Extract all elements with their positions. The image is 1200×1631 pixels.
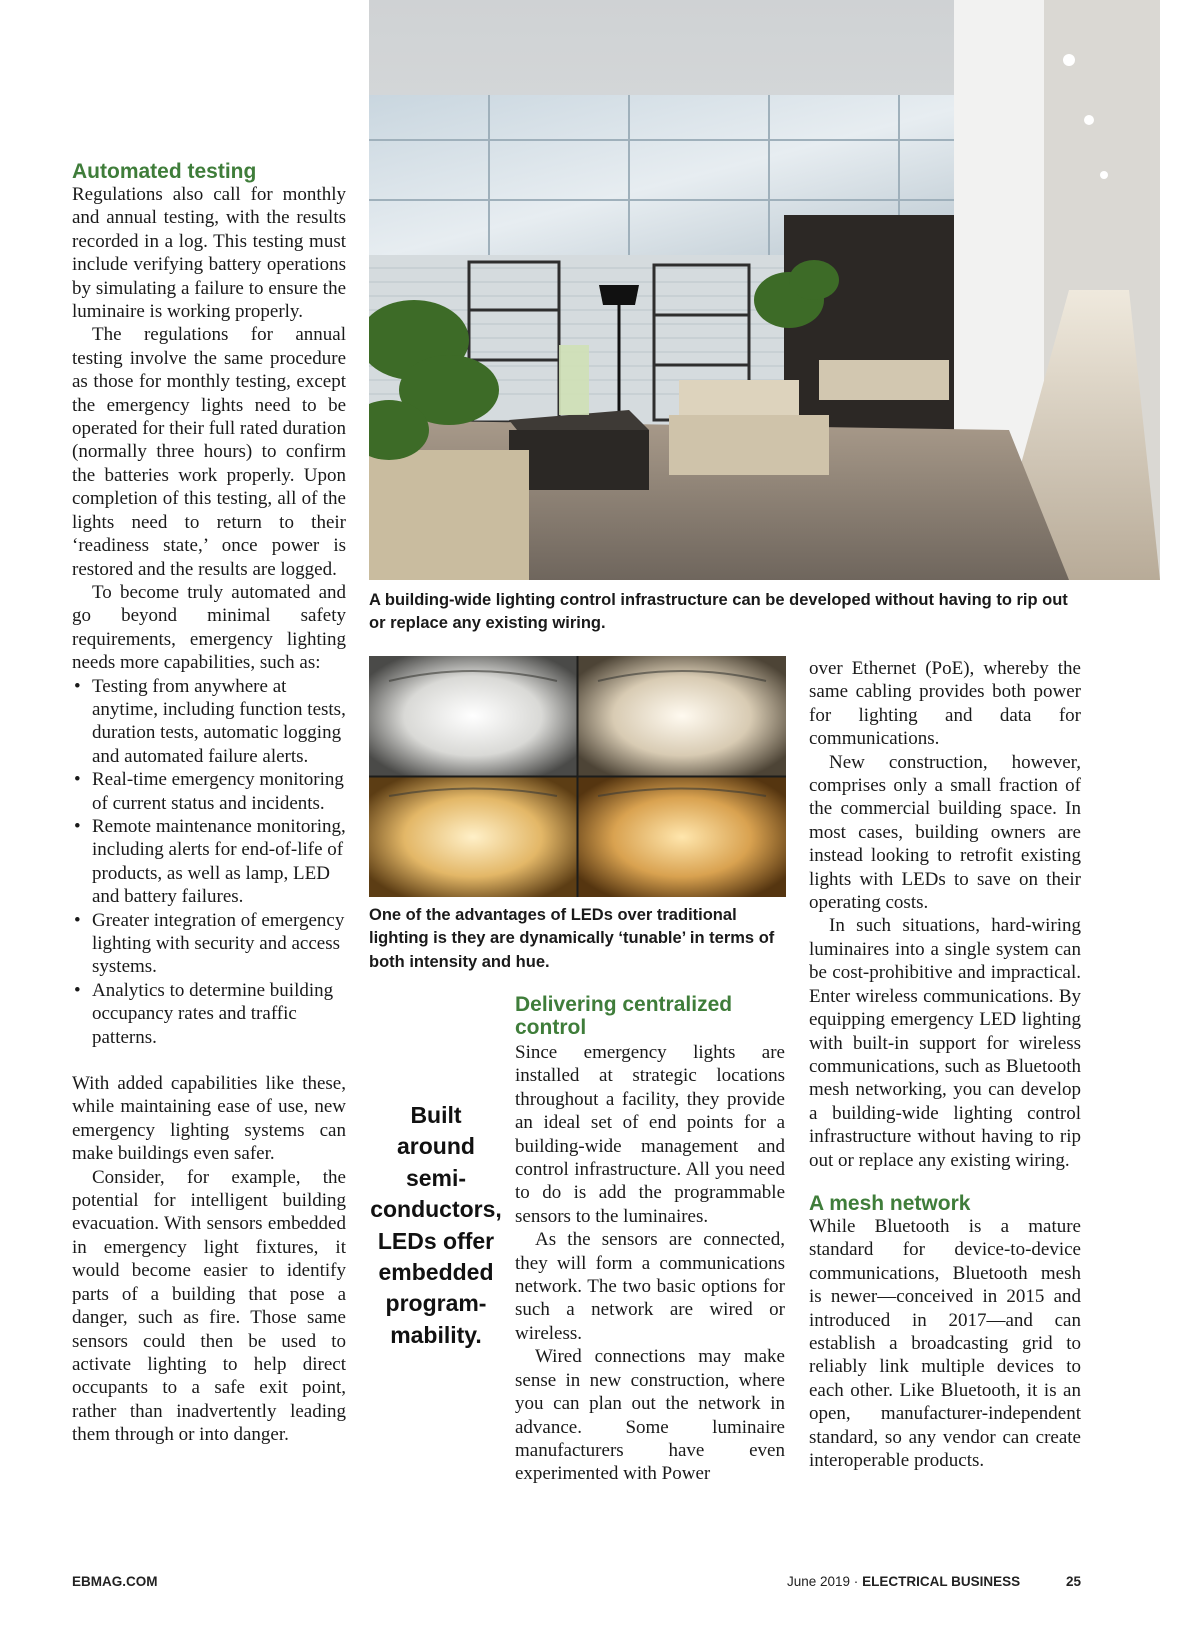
pull-quote-line: semi- bbox=[405, 1164, 467, 1191]
paragraph: Wired connections may make sense in new construction, where you can plan out the network in advance. Some luminaire manufacturers have even experimented with Power bbox=[515, 1346, 785, 1485]
mesh-network-heading: A mesh network bbox=[809, 1191, 971, 1215]
list-item: • Remote maintenance monitoring, including alerts for end-of-life of products, as well as lamp, LED and battery failures. bbox=[72, 815, 346, 909]
footer-magazine: ELECTRICAL BUSINESS bbox=[862, 1574, 1021, 1589]
left-column bbox=[72, 160, 346, 1447]
middle-column bbox=[515, 993, 785, 1486]
office-lobby-photo bbox=[369, 0, 1160, 580]
pull-quote-line: LEDs offer bbox=[377, 1227, 495, 1254]
pull-quote-line: Built bbox=[410, 1102, 462, 1128]
paragraph: As the sensors are connected, they will form a communications network. The two basic options for such a network are wired or wireless. bbox=[515, 1229, 785, 1344]
pull-quote bbox=[362, 1100, 510, 1351]
paragraph: To become truly automated and go beyond minimal safety requirements, emergency lighting needs more capabilities, such as: bbox=[72, 581, 346, 674]
footer-site: EBMAG.COM bbox=[72, 1574, 158, 1589]
pull-quote-line: conductors, bbox=[370, 1196, 502, 1223]
capabilities-list bbox=[72, 675, 346, 1050]
pull-quote-line: mability. bbox=[390, 1321, 482, 1348]
paragraph: The regulations for annual testing involve the same procedure as those for monthly testing, except the emergency lights need to be operated for their full rated duration (normally three hours) to confirm the batteries work properly. Upon completion of this testing, all of the lights need to return to their ‘readiness state,’ once power is restored and the results are logged. bbox=[72, 324, 346, 580]
footer-date: June 2019 · bbox=[787, 1574, 859, 1589]
pull-quote-line: embedded bbox=[378, 1259, 494, 1286]
list-item: • Real-time emergency monitoring of current status and incidents. bbox=[72, 768, 346, 815]
led-panels-photo bbox=[369, 656, 786, 897]
page-number: 25 bbox=[1066, 1574, 1082, 1589]
paragraph: Regulations also call for monthly and annual testing, with the results recorded in a log. This testing must include verifying battery operations by simulating a failure to ensure the luminaire is working properly. bbox=[72, 184, 346, 323]
list-item: • Greater integration of emergency lighting with security and access systems. bbox=[72, 909, 346, 979]
right-column bbox=[809, 657, 1081, 1472]
paragraph: Since emergency lights are installed at strategic locations throughout a facility, they provide an ideal set of end points for a building-wide management and control infrastructure. All you need to do is add the programmable sensors to the luminaires. bbox=[515, 1042, 785, 1227]
pull-quote-line: program- bbox=[385, 1290, 487, 1317]
automated-testing-heading: Automated testing bbox=[72, 160, 257, 183]
paragraph: In such situations, hard-wiring luminaires into a single system can be cost-prohibitive and impractical. Enter wireless communications. By equipping emergency LED lighting with built-in support for wireless communications, such as Bluetooth mesh networking, you can develop a building-wide lighting control infrastructure without having to rip out or replace any existing wiring. bbox=[809, 915, 1081, 1171]
pull-quote-line: around bbox=[397, 1133, 475, 1160]
centralized-control-heading: Delivering centralized control bbox=[515, 993, 733, 1039]
list-item: • Analytics to determine building occupancy rates and traffic patterns. bbox=[72, 979, 346, 1049]
list-item: • Testing from anywhere at anytime, including function tests, duration tests, automatic logging and automated failure alerts. bbox=[72, 675, 346, 769]
paragraph: New construction, however, comprises only a small fraction of the commercial building space. In most cases, building owners are instead looking to retrofit existing lights with LEDs to save on their operating costs. bbox=[809, 751, 1081, 914]
paragraph: While Bluetooth is a mature standard for device-to-device communications, Bluetooth mesh is newer—conceived in 2015 and introduced in 2017—and can establish a broadcasting grid to reliably link multiple devices to each other. Like Bluetooth, it is an open, manufacturer-independent standard, so any vendor can create interoperable products. bbox=[809, 1215, 1081, 1471]
led-photo-caption: One of the advantages of LEDs over traditional lighting is they are dynamically ‘tunable’ in terms of both intensity and hue. bbox=[369, 906, 775, 971]
paragraph: Consider, for example, the potential for intelligent building evacuation. With sensors embedded in emergency light fixtures, it would become easier to identify parts of a building that pose a danger, such as fire. Those same sensors could then be used to activate lighting to help direct occupants to a safe exit point, rather than inadvertently leading them through or into danger. bbox=[72, 1166, 346, 1446]
top-photo-caption: A building-wide lighting control infrastructure can be developed without having to rip out or replace any existing wiring. bbox=[369, 591, 1068, 633]
footer-issue bbox=[787, 1574, 1020, 1589]
paragraph: With added capabilities like these, while maintaining ease of use, new emergency lighting systems can make buildings even safer. bbox=[72, 1073, 346, 1165]
paragraph: over Ethernet (PoE), whereby the same cabling provides both power for lighting and data for communications. bbox=[809, 658, 1081, 750]
